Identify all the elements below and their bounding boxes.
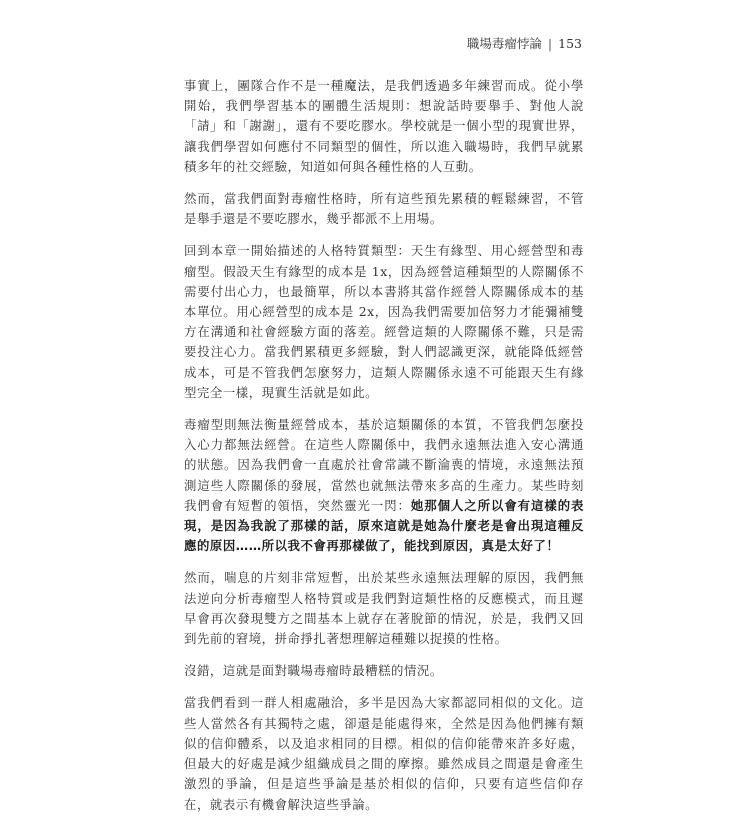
body-text [184, 76, 584, 827]
paragraph-4-before: 毒瘤型則無法衡量經營成本，基於這類關係的本質，不管我們怎麼投入心力都無法經營。在這些人際關係中，我們永遠無法進入安心溝通的狀態。因為我們會一直處於社會常識不斷淪喪的情境，永遠無法預測這些人際關係的發展，當然也就無法帶來多高的生產力。某些時刻我們會有短暫的領悟，突然靈光一閃： [184, 417, 584, 513]
inner-thought-quote: 她那個人之所以會有這樣的表現，是因為我說了那樣的話，原來這就是她為什麼老是會出現這種反應的原因……所以我不會再那樣做了，能找到原因，真是太好了！ [184, 497, 584, 554]
paragraph-1-after: ，是我們透過多年練習而成。從小學開始，我們學習基本的團體生活規則：想說話時要舉手、對他人說「請」和「謝謝」，還有不要吃膠水。學校就是一個小型的現實世界，讓我們學習如何應付不同類型的個性，所以進入職場時，我們早就累積多年的社交經驗，知道如何與各種性格的人互動。 [184, 78, 584, 174]
header-separator: | [547, 35, 553, 51]
paragraph-3: 回到本章一開始描述的人格特質類型：天生有緣型、用心經營型和毒瘤型。假設天生有緣型的成本是 1x，因為經營這種類型的人際關係不需要付出心力，也最簡單，所以本書將其當作經營人際關係成本的基本單位。用心經營型的成本是 2x，因為我們需要加倍努力才能彌補雙方在溝通和社會經驗方面的落差。經營這類的人際關係不難，只是需要投注心力。當我們累積更多經驗，對人們認識更深，就能降低經營成本，可是不管我們怎麼努力，這類人際關係永遠不可能跟天生有緣型完全一樣，現實生活就是如此。 [184, 243, 584, 400]
emphasis-magic: 魔法 [344, 78, 371, 93]
paragraph-4 [184, 415, 584, 556]
page-number: 153 [558, 35, 582, 51]
running-header [467, 34, 582, 52]
paragraph-1 [184, 76, 584, 177]
paragraph-6: 沒錯，這就是面對職場毒瘤時最糟糕的情況。 [184, 663, 443, 679]
paragraph-7: 當我們看到一群人相處融洽，多半是因為大家都認同相似的文化。這些人當然各有其獨特之處，卻還是能處得來，全然是因為他們擁有類似的信仰體系，以及追求相同的目標。相似的信仰能帶來許多好處，但最大的好處是減少組織成員之間的摩擦。雖然成員之間還是會產生激烈的爭論，但是這些爭論是基於相似的信仰，只要有這些信仰存在，就表示有機會解決這些爭論。 [184, 695, 584, 812]
paragraph-2: 然而，當我們面對毒瘤性格時，所有這些預先累積的輕鬆練習，不管是舉手還是不要吃膠水，幾乎都派不上用場。 [184, 191, 584, 227]
chapter-title: 職場毒瘤悖論 [466, 36, 542, 51]
paragraph-5: 然而，喘息的片刻非常短暫，出於某些永遠無法理解的原因，我們無法逆向分析毒瘤型人格特質或是我們對這類性格的反應模式，而且遲早會再次發現雙方之間基本上就存在著脫節的情況，於是，我們又回到先前的窘境，拼命掙扎著想理解這種難以捉摸的性格。 [184, 570, 584, 647]
paragraph-1-before: 事實上，團隊合作不是一種 [184, 78, 345, 93]
